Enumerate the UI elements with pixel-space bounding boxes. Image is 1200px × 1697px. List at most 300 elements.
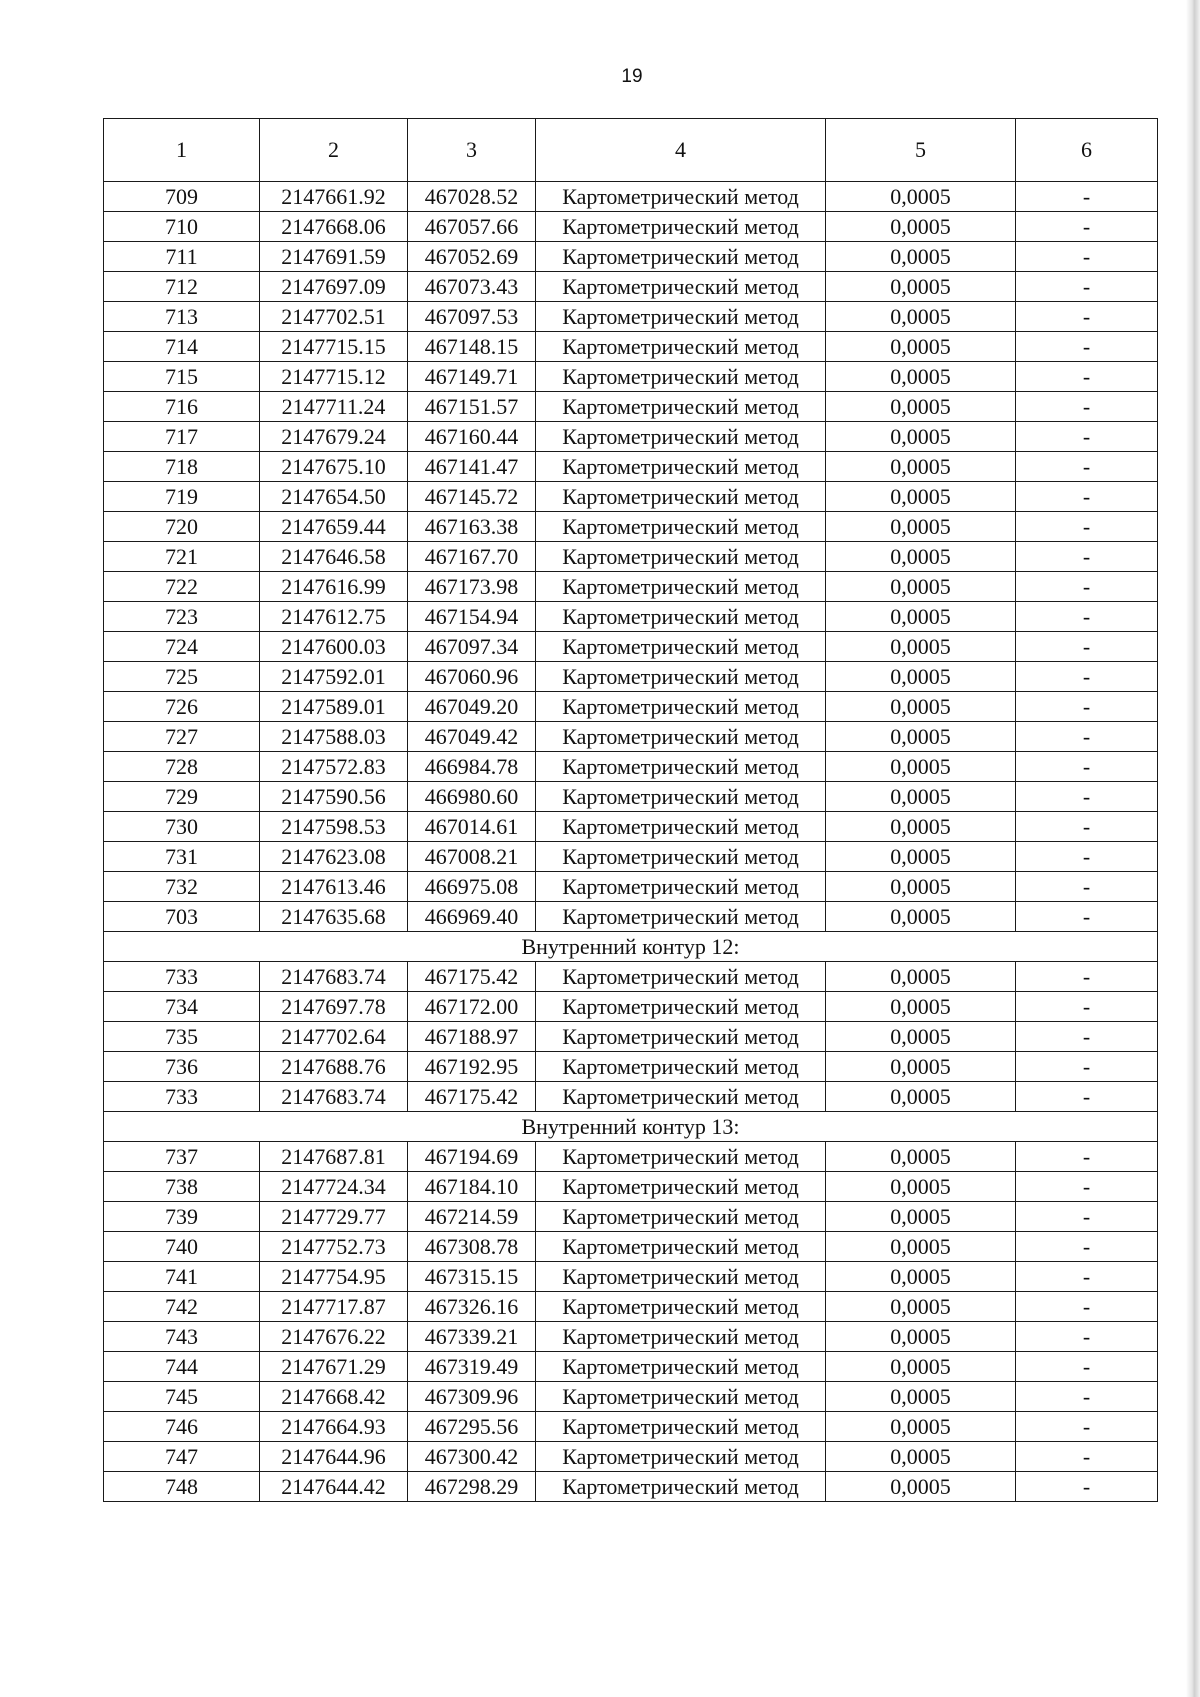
table-row	[104, 242, 1158, 272]
point-number-cell: 739	[104, 1202, 260, 1232]
x-coordinate-cell: 2147664.93	[260, 1412, 408, 1442]
table-row	[104, 962, 1158, 992]
x-coordinate-cell: 2147752.73	[260, 1232, 408, 1262]
method-cell: Картометрический метод	[536, 692, 826, 722]
table-row	[104, 1082, 1158, 1112]
precision-cell: 0,0005	[826, 182, 1016, 212]
precision-cell: 0,0005	[826, 872, 1016, 902]
description-cell: -	[1016, 1202, 1158, 1232]
x-coordinate-cell: 2147691.59	[260, 242, 408, 272]
method-cell: Картометрический метод	[536, 1142, 826, 1172]
y-coordinate-cell: 467154.94	[408, 602, 536, 632]
point-number-cell: 717	[104, 422, 260, 452]
y-coordinate-cell: 467315.15	[408, 1262, 536, 1292]
point-number-cell: 744	[104, 1352, 260, 1382]
x-coordinate-cell: 2147711.24	[260, 392, 408, 422]
description-cell: -	[1016, 212, 1158, 242]
precision-cell: 0,0005	[826, 692, 1016, 722]
method-cell: Картометрический метод	[536, 1412, 826, 1442]
point-number-cell: 726	[104, 692, 260, 722]
description-cell: -	[1016, 902, 1158, 932]
precision-cell: 0,0005	[826, 392, 1016, 422]
description-cell: -	[1016, 632, 1158, 662]
precision-cell: 0,0005	[826, 362, 1016, 392]
x-coordinate-cell: 2147572.83	[260, 752, 408, 782]
y-coordinate-cell: 467339.21	[408, 1322, 536, 1352]
point-number-cell: 718	[104, 452, 260, 482]
y-coordinate-cell: 467295.56	[408, 1412, 536, 1442]
precision-cell: 0,0005	[826, 1022, 1016, 1052]
precision-cell: 0,0005	[826, 1202, 1016, 1232]
method-cell: Картометрический метод	[536, 542, 826, 572]
y-coordinate-cell: 467073.43	[408, 272, 536, 302]
method-cell: Картометрический метод	[536, 1262, 826, 1292]
table-row	[104, 1412, 1158, 1442]
x-coordinate-cell: 2147715.12	[260, 362, 408, 392]
description-cell: -	[1016, 272, 1158, 302]
description-cell: -	[1016, 1352, 1158, 1382]
method-cell: Картометрический метод	[536, 1022, 826, 1052]
point-number-cell: 748	[104, 1472, 260, 1502]
x-coordinate-cell: 2147715.15	[260, 332, 408, 362]
precision-cell: 0,0005	[826, 1262, 1016, 1292]
y-coordinate-cell: 467308.78	[408, 1232, 536, 1262]
description-cell: -	[1016, 1442, 1158, 1472]
column-header: 5	[826, 119, 1016, 182]
x-coordinate-cell: 2147588.03	[260, 722, 408, 752]
description-cell: -	[1016, 482, 1158, 512]
table-row	[104, 902, 1158, 932]
x-coordinate-cell: 2147688.76	[260, 1052, 408, 1082]
table-row	[104, 1442, 1158, 1472]
precision-cell: 0,0005	[826, 542, 1016, 572]
table-row	[104, 362, 1158, 392]
method-cell: Картометрический метод	[536, 392, 826, 422]
point-number-cell: 711	[104, 242, 260, 272]
precision-cell: 0,0005	[826, 902, 1016, 932]
description-cell: -	[1016, 242, 1158, 272]
y-coordinate-cell: 467145.72	[408, 482, 536, 512]
precision-cell: 0,0005	[826, 1442, 1016, 1472]
precision-cell: 0,0005	[826, 482, 1016, 512]
precision-cell: 0,0005	[826, 1292, 1016, 1322]
method-cell: Картометрический метод	[536, 332, 826, 362]
column-header: 3	[408, 119, 536, 182]
y-coordinate-cell: 467008.21	[408, 842, 536, 872]
precision-cell: 0,0005	[826, 302, 1016, 332]
precision-cell: 0,0005	[826, 752, 1016, 782]
method-cell: Картометрический метод	[536, 1082, 826, 1112]
y-coordinate-cell: 467148.15	[408, 332, 536, 362]
description-cell: -	[1016, 722, 1158, 752]
method-cell: Картометрический метод	[536, 182, 826, 212]
precision-cell: 0,0005	[826, 662, 1016, 692]
method-cell: Картометрический метод	[536, 242, 826, 272]
x-coordinate-cell: 2147724.34	[260, 1172, 408, 1202]
section-row	[104, 1112, 1158, 1142]
x-coordinate-cell: 2147683.74	[260, 1082, 408, 1112]
table-body	[104, 182, 1158, 1502]
method-cell: Картометрический метод	[536, 602, 826, 632]
table-row	[104, 332, 1158, 362]
x-coordinate-cell: 2147659.44	[260, 512, 408, 542]
x-coordinate-cell: 2147654.50	[260, 482, 408, 512]
y-coordinate-cell: 467172.00	[408, 992, 536, 1022]
method-cell: Картометрический метод	[536, 992, 826, 1022]
description-cell: -	[1016, 842, 1158, 872]
description-cell: -	[1016, 572, 1158, 602]
precision-cell: 0,0005	[826, 1472, 1016, 1502]
precision-cell: 0,0005	[826, 812, 1016, 842]
description-cell: -	[1016, 512, 1158, 542]
description-cell: -	[1016, 1232, 1158, 1262]
section-label: Внутренний контур 13:	[104, 1112, 1158, 1142]
method-cell: Картометрический метод	[536, 752, 826, 782]
x-coordinate-cell: 2147754.95	[260, 1262, 408, 1292]
y-coordinate-cell: 467192.95	[408, 1052, 536, 1082]
description-cell: -	[1016, 392, 1158, 422]
x-coordinate-cell: 2147675.10	[260, 452, 408, 482]
table-row	[104, 392, 1158, 422]
method-cell: Картометрический метод	[536, 1322, 826, 1352]
table-row	[104, 572, 1158, 602]
table-row	[104, 212, 1158, 242]
column-header: 6	[1016, 119, 1158, 182]
y-coordinate-cell: 467175.42	[408, 962, 536, 992]
point-number-cell: 714	[104, 332, 260, 362]
y-coordinate-cell: 467326.16	[408, 1292, 536, 1322]
table-row	[104, 872, 1158, 902]
table-row	[104, 632, 1158, 662]
description-cell: -	[1016, 752, 1158, 782]
table-row	[104, 1382, 1158, 1412]
method-cell: Картометрический метод	[536, 272, 826, 302]
x-coordinate-cell: 2147676.22	[260, 1322, 408, 1352]
point-number-cell: 745	[104, 1382, 260, 1412]
precision-cell: 0,0005	[826, 1142, 1016, 1172]
y-coordinate-cell: 467028.52	[408, 182, 536, 212]
precision-cell: 0,0005	[826, 632, 1016, 662]
precision-cell: 0,0005	[826, 452, 1016, 482]
table-row	[104, 1172, 1158, 1202]
y-coordinate-cell: 467298.29	[408, 1472, 536, 1502]
description-cell: -	[1016, 362, 1158, 392]
point-number-cell: 703	[104, 902, 260, 932]
x-coordinate-cell: 2147668.42	[260, 1382, 408, 1412]
precision-cell: 0,0005	[826, 242, 1016, 272]
method-cell: Картометрический метод	[536, 512, 826, 542]
precision-cell: 0,0005	[826, 962, 1016, 992]
point-number-cell: 729	[104, 782, 260, 812]
table-row	[104, 1472, 1158, 1502]
point-number-cell: 713	[104, 302, 260, 332]
precision-cell: 0,0005	[826, 722, 1016, 752]
precision-cell: 0,0005	[826, 1352, 1016, 1382]
description-cell: -	[1016, 812, 1158, 842]
method-cell: Картометрический метод	[536, 782, 826, 812]
description-cell: -	[1016, 1382, 1158, 1412]
y-coordinate-cell: 466969.40	[408, 902, 536, 932]
table-row	[104, 812, 1158, 842]
point-number-cell: 742	[104, 1292, 260, 1322]
description-cell: -	[1016, 1412, 1158, 1442]
x-coordinate-cell: 2147668.06	[260, 212, 408, 242]
method-cell: Картометрический метод	[536, 1352, 826, 1382]
precision-cell: 0,0005	[826, 1082, 1016, 1112]
table-row	[104, 782, 1158, 812]
column-header: 2	[260, 119, 408, 182]
description-cell: -	[1016, 1292, 1158, 1322]
method-cell: Картометрический метод	[536, 662, 826, 692]
method-cell: Картометрический метод	[536, 362, 826, 392]
description-cell: -	[1016, 992, 1158, 1022]
y-coordinate-cell: 467057.66	[408, 212, 536, 242]
y-coordinate-cell: 467214.59	[408, 1202, 536, 1232]
point-number-cell: 719	[104, 482, 260, 512]
x-coordinate-cell: 2147702.51	[260, 302, 408, 332]
description-cell: -	[1016, 422, 1158, 452]
point-number-cell: 738	[104, 1172, 260, 1202]
x-coordinate-cell: 2147644.96	[260, 1442, 408, 1472]
description-cell: -	[1016, 542, 1158, 572]
point-number-cell: 730	[104, 812, 260, 842]
description-cell: -	[1016, 1022, 1158, 1052]
x-coordinate-cell: 2147702.64	[260, 1022, 408, 1052]
point-number-cell: 722	[104, 572, 260, 602]
y-coordinate-cell: 467141.47	[408, 452, 536, 482]
y-coordinate-cell: 467309.96	[408, 1382, 536, 1412]
table-row	[104, 842, 1158, 872]
precision-cell: 0,0005	[826, 422, 1016, 452]
method-cell: Картометрический метод	[536, 1052, 826, 1082]
precision-cell: 0,0005	[826, 212, 1016, 242]
table-row	[104, 1022, 1158, 1052]
description-cell: -	[1016, 1322, 1158, 1352]
method-cell: Картометрический метод	[536, 1382, 826, 1412]
y-coordinate-cell: 467300.42	[408, 1442, 536, 1472]
point-number-cell: 734	[104, 992, 260, 1022]
x-coordinate-cell: 2147717.87	[260, 1292, 408, 1322]
point-number-cell: 732	[104, 872, 260, 902]
point-number-cell: 716	[104, 392, 260, 422]
description-cell: -	[1016, 332, 1158, 362]
y-coordinate-cell: 467319.49	[408, 1352, 536, 1382]
method-cell: Картометрический метод	[536, 902, 826, 932]
point-number-cell: 728	[104, 752, 260, 782]
point-number-cell: 736	[104, 1052, 260, 1082]
table-row	[104, 302, 1158, 332]
coordinates-table	[103, 118, 1158, 1502]
section-label: Внутренний контур 12:	[104, 932, 1158, 962]
point-number-cell: 735	[104, 1022, 260, 1052]
description-cell: -	[1016, 452, 1158, 482]
description-cell: -	[1016, 602, 1158, 632]
precision-cell: 0,0005	[826, 1172, 1016, 1202]
x-coordinate-cell: 2147661.92	[260, 182, 408, 212]
table-row	[104, 182, 1158, 212]
method-cell: Картометрический метод	[536, 422, 826, 452]
point-number-cell: 721	[104, 542, 260, 572]
table-row	[104, 662, 1158, 692]
point-number-cell: 737	[104, 1142, 260, 1172]
table-row	[104, 1352, 1158, 1382]
method-cell: Картометрический метод	[536, 812, 826, 842]
point-number-cell: 743	[104, 1322, 260, 1352]
x-coordinate-cell: 2147697.78	[260, 992, 408, 1022]
method-cell: Картометрический метод	[536, 482, 826, 512]
table-row	[104, 1232, 1158, 1262]
point-number-cell: 733	[104, 962, 260, 992]
x-coordinate-cell: 2147679.24	[260, 422, 408, 452]
table-row	[104, 1142, 1158, 1172]
method-cell: Картометрический метод	[536, 962, 826, 992]
description-cell: -	[1016, 1472, 1158, 1502]
table-row	[104, 1202, 1158, 1232]
table-row	[104, 992, 1158, 1022]
y-coordinate-cell: 467060.96	[408, 662, 536, 692]
y-coordinate-cell: 466975.08	[408, 872, 536, 902]
precision-cell: 0,0005	[826, 992, 1016, 1022]
description-cell: -	[1016, 1082, 1158, 1112]
table-row	[104, 482, 1158, 512]
method-cell: Картометрический метод	[536, 872, 826, 902]
column-header: 1	[104, 119, 260, 182]
y-coordinate-cell: 467049.42	[408, 722, 536, 752]
precision-cell: 0,0005	[826, 512, 1016, 542]
precision-cell: 0,0005	[826, 1382, 1016, 1412]
point-number-cell: 741	[104, 1262, 260, 1292]
point-number-cell: 710	[104, 212, 260, 242]
table-row	[104, 1052, 1158, 1082]
page-number: 19	[621, 66, 643, 87]
point-number-cell: 720	[104, 512, 260, 542]
precision-cell: 0,0005	[826, 272, 1016, 302]
x-coordinate-cell: 2147600.03	[260, 632, 408, 662]
method-cell: Картометрический метод	[536, 1172, 826, 1202]
table-row	[104, 1292, 1158, 1322]
table-row	[104, 602, 1158, 632]
table-row	[104, 422, 1158, 452]
y-coordinate-cell: 467097.53	[408, 302, 536, 332]
point-number-cell: 712	[104, 272, 260, 302]
x-coordinate-cell: 2147616.99	[260, 572, 408, 602]
y-coordinate-cell: 467163.38	[408, 512, 536, 542]
x-coordinate-cell: 2147612.75	[260, 602, 408, 632]
precision-cell: 0,0005	[826, 332, 1016, 362]
precision-cell: 0,0005	[826, 1322, 1016, 1352]
method-cell: Картометрический метод	[536, 212, 826, 242]
table-row	[104, 512, 1158, 542]
point-number-cell: 731	[104, 842, 260, 872]
precision-cell: 0,0005	[826, 1052, 1016, 1082]
description-cell: -	[1016, 662, 1158, 692]
description-cell: -	[1016, 1052, 1158, 1082]
precision-cell: 0,0005	[826, 782, 1016, 812]
x-coordinate-cell: 2147635.68	[260, 902, 408, 932]
point-number-cell: 740	[104, 1232, 260, 1262]
table-row	[104, 752, 1158, 782]
scan-edge-strip	[1186, 0, 1200, 1697]
method-cell: Картометрический метод	[536, 1472, 826, 1502]
y-coordinate-cell: 467097.34	[408, 632, 536, 662]
x-coordinate-cell: 2147592.01	[260, 662, 408, 692]
description-cell: -	[1016, 1172, 1158, 1202]
table-row	[104, 1322, 1158, 1352]
point-number-cell: 715	[104, 362, 260, 392]
y-coordinate-cell: 467188.97	[408, 1022, 536, 1052]
method-cell: Картометрический метод	[536, 842, 826, 872]
point-number-cell: 724	[104, 632, 260, 662]
point-number-cell: 725	[104, 662, 260, 692]
point-number-cell: 727	[104, 722, 260, 752]
description-cell: -	[1016, 1142, 1158, 1172]
x-coordinate-cell: 2147590.56	[260, 782, 408, 812]
description-cell: -	[1016, 782, 1158, 812]
table-row	[104, 692, 1158, 722]
x-coordinate-cell: 2147644.42	[260, 1472, 408, 1502]
x-coordinate-cell: 2147623.08	[260, 842, 408, 872]
point-number-cell: 733	[104, 1082, 260, 1112]
y-coordinate-cell: 467194.69	[408, 1142, 536, 1172]
precision-cell: 0,0005	[826, 572, 1016, 602]
x-coordinate-cell: 2147589.01	[260, 692, 408, 722]
y-coordinate-cell: 466984.78	[408, 752, 536, 782]
y-coordinate-cell: 467151.57	[408, 392, 536, 422]
table-row	[104, 272, 1158, 302]
method-cell: Картометрический метод	[536, 302, 826, 332]
description-cell: -	[1016, 1262, 1158, 1292]
y-coordinate-cell: 467167.70	[408, 542, 536, 572]
method-cell: Картометрический метод	[536, 632, 826, 662]
point-number-cell: 747	[104, 1442, 260, 1472]
precision-cell: 0,0005	[826, 842, 1016, 872]
method-cell: Картометрический метод	[536, 452, 826, 482]
x-coordinate-cell: 2147598.53	[260, 812, 408, 842]
y-coordinate-cell: 467149.71	[408, 362, 536, 392]
precision-cell: 0,0005	[826, 1232, 1016, 1262]
point-number-cell: 709	[104, 182, 260, 212]
description-cell: -	[1016, 962, 1158, 992]
table-header-row	[104, 119, 1158, 182]
y-coordinate-cell: 467173.98	[408, 572, 536, 602]
table-row	[104, 452, 1158, 482]
x-coordinate-cell: 2147646.58	[260, 542, 408, 572]
x-coordinate-cell: 2147613.46	[260, 872, 408, 902]
method-cell: Картометрический метод	[536, 1202, 826, 1232]
y-coordinate-cell: 466980.60	[408, 782, 536, 812]
method-cell: Картометрический метод	[536, 572, 826, 602]
y-coordinate-cell: 467052.69	[408, 242, 536, 272]
method-cell: Картометрический метод	[536, 1232, 826, 1262]
x-coordinate-cell: 2147697.09	[260, 272, 408, 302]
y-coordinate-cell: 467160.44	[408, 422, 536, 452]
table-row	[104, 722, 1158, 752]
description-cell: -	[1016, 182, 1158, 212]
y-coordinate-cell: 467014.61	[408, 812, 536, 842]
method-cell: Картометрический метод	[536, 1292, 826, 1322]
section-row	[104, 932, 1158, 962]
y-coordinate-cell: 467184.10	[408, 1172, 536, 1202]
y-coordinate-cell: 467049.20	[408, 692, 536, 722]
description-cell: -	[1016, 872, 1158, 902]
x-coordinate-cell: 2147687.81	[260, 1142, 408, 1172]
precision-cell: 0,0005	[826, 1412, 1016, 1442]
x-coordinate-cell: 2147683.74	[260, 962, 408, 992]
x-coordinate-cell: 2147729.77	[260, 1202, 408, 1232]
method-cell: Картометрический метод	[536, 722, 826, 752]
point-number-cell: 746	[104, 1412, 260, 1442]
column-header: 4	[536, 119, 826, 182]
